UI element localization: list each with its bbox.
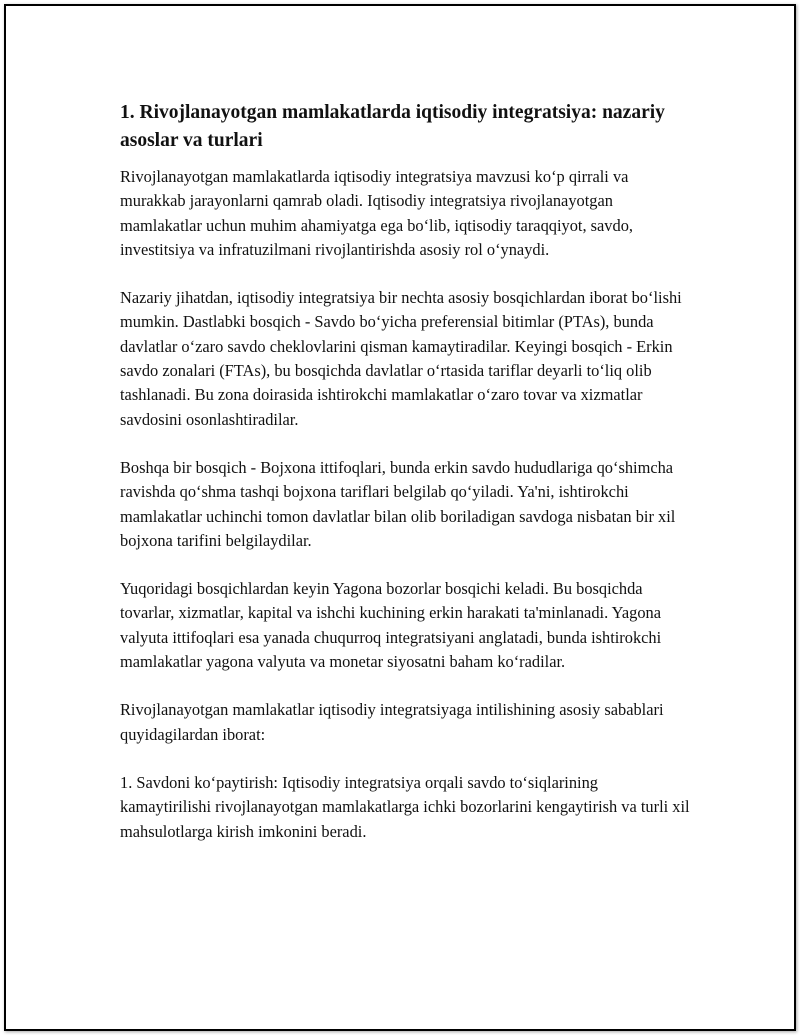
paragraph-reasons-intro: Rivojlanayotgan mamlakatlar iqtisodiy integratsiyaga intilishining asosiy sabablari quyidagilardan iborat: xyxy=(120,700,664,744)
paragraph-stages: Nazariy jihatdan, iqtisodiy integratsiya bir nechta asosiy bosqichlardan iborat bo‘lishi mumkin. Dastlabki bosqich - Savdo bo‘yicha preferensial bitimlar (PTAs), bunda davlatlar o‘zaro savdo cheklovlarini qisman kamaytiradilar. Keyingi bosqich - Erkin savdo zonalari (FTAs), bu bosqichda davlatlar o‘rtasida tariflar deyarli to‘liq olib tashlanadi. Bu zona doirasida ishtirokchi mamlakatlar o‘zaro tovar va xizmatlar savdosini osonlashtiradilar. xyxy=(120,288,682,429)
paragraph-reason-1: 1. Savdoni ko‘paytirish: Iqtisodiy integratsiya orqali savdo to‘siqlarining kamaytirilishi rivojlanayotgan mamlakatlarga ichki bozorlarini kengaytirish va turli xil mahsulotlarga kirish imkonini beradi. xyxy=(120,772,690,841)
paragraph-single-market: Yuqoridagi bosqichlardan keyin Yagona bozorlar bosqichi keladi. Bu bosqichda tovarlar, xizmatlar, kapital va ishchi kuchining erkin harakati ta'minlanadi. Yagona valyuta ittifoqlari esa yanada chuqurroq integratsiyani anglatadi, bunda ishtirokchi mamlakatlar yagona valyuta va monetar siyosatni baham ko‘radilar. xyxy=(120,579,662,672)
paragraph-intro: Rivojlanayotgan mamlakatlarda iqtisodiy integratsiya mavzusi ko‘p qirrali va murakkab jarayonlarni qamrab oladi. Iqtisodiy integratsiya rivojlanayotgan mamlakatlar uchun muhim ahamiyatga ega bo‘lib, iqtisodiy taraqqiyot, savdo, investitsiya va infratuzilmani rivojlantirishda asosiy rol o‘ynaydi. xyxy=(120,167,633,259)
section-heading: 1. Rivojlanayotgan mamlakatlarda iqtisodiy integratsiya: nazariy asoslar va turlari xyxy=(120,102,665,151)
document-page xyxy=(4,4,796,1031)
document-body xyxy=(120,99,690,868)
paragraph-customs-union: Boshqa bir bosqich - Bojxona ittifoqlari, bunda erkin savdo hududlariga qo‘shimcha ravishda qo‘shma tashqi bojxona tariflari belgilab qo‘yiladi. Ya'ni, ishtirokchi mamlakatlar uchinchi tomon davlatlar bilan olib boriladigan savdoga nisbatan bir xil bojxona tarifini belgilaydilar. xyxy=(120,457,676,550)
